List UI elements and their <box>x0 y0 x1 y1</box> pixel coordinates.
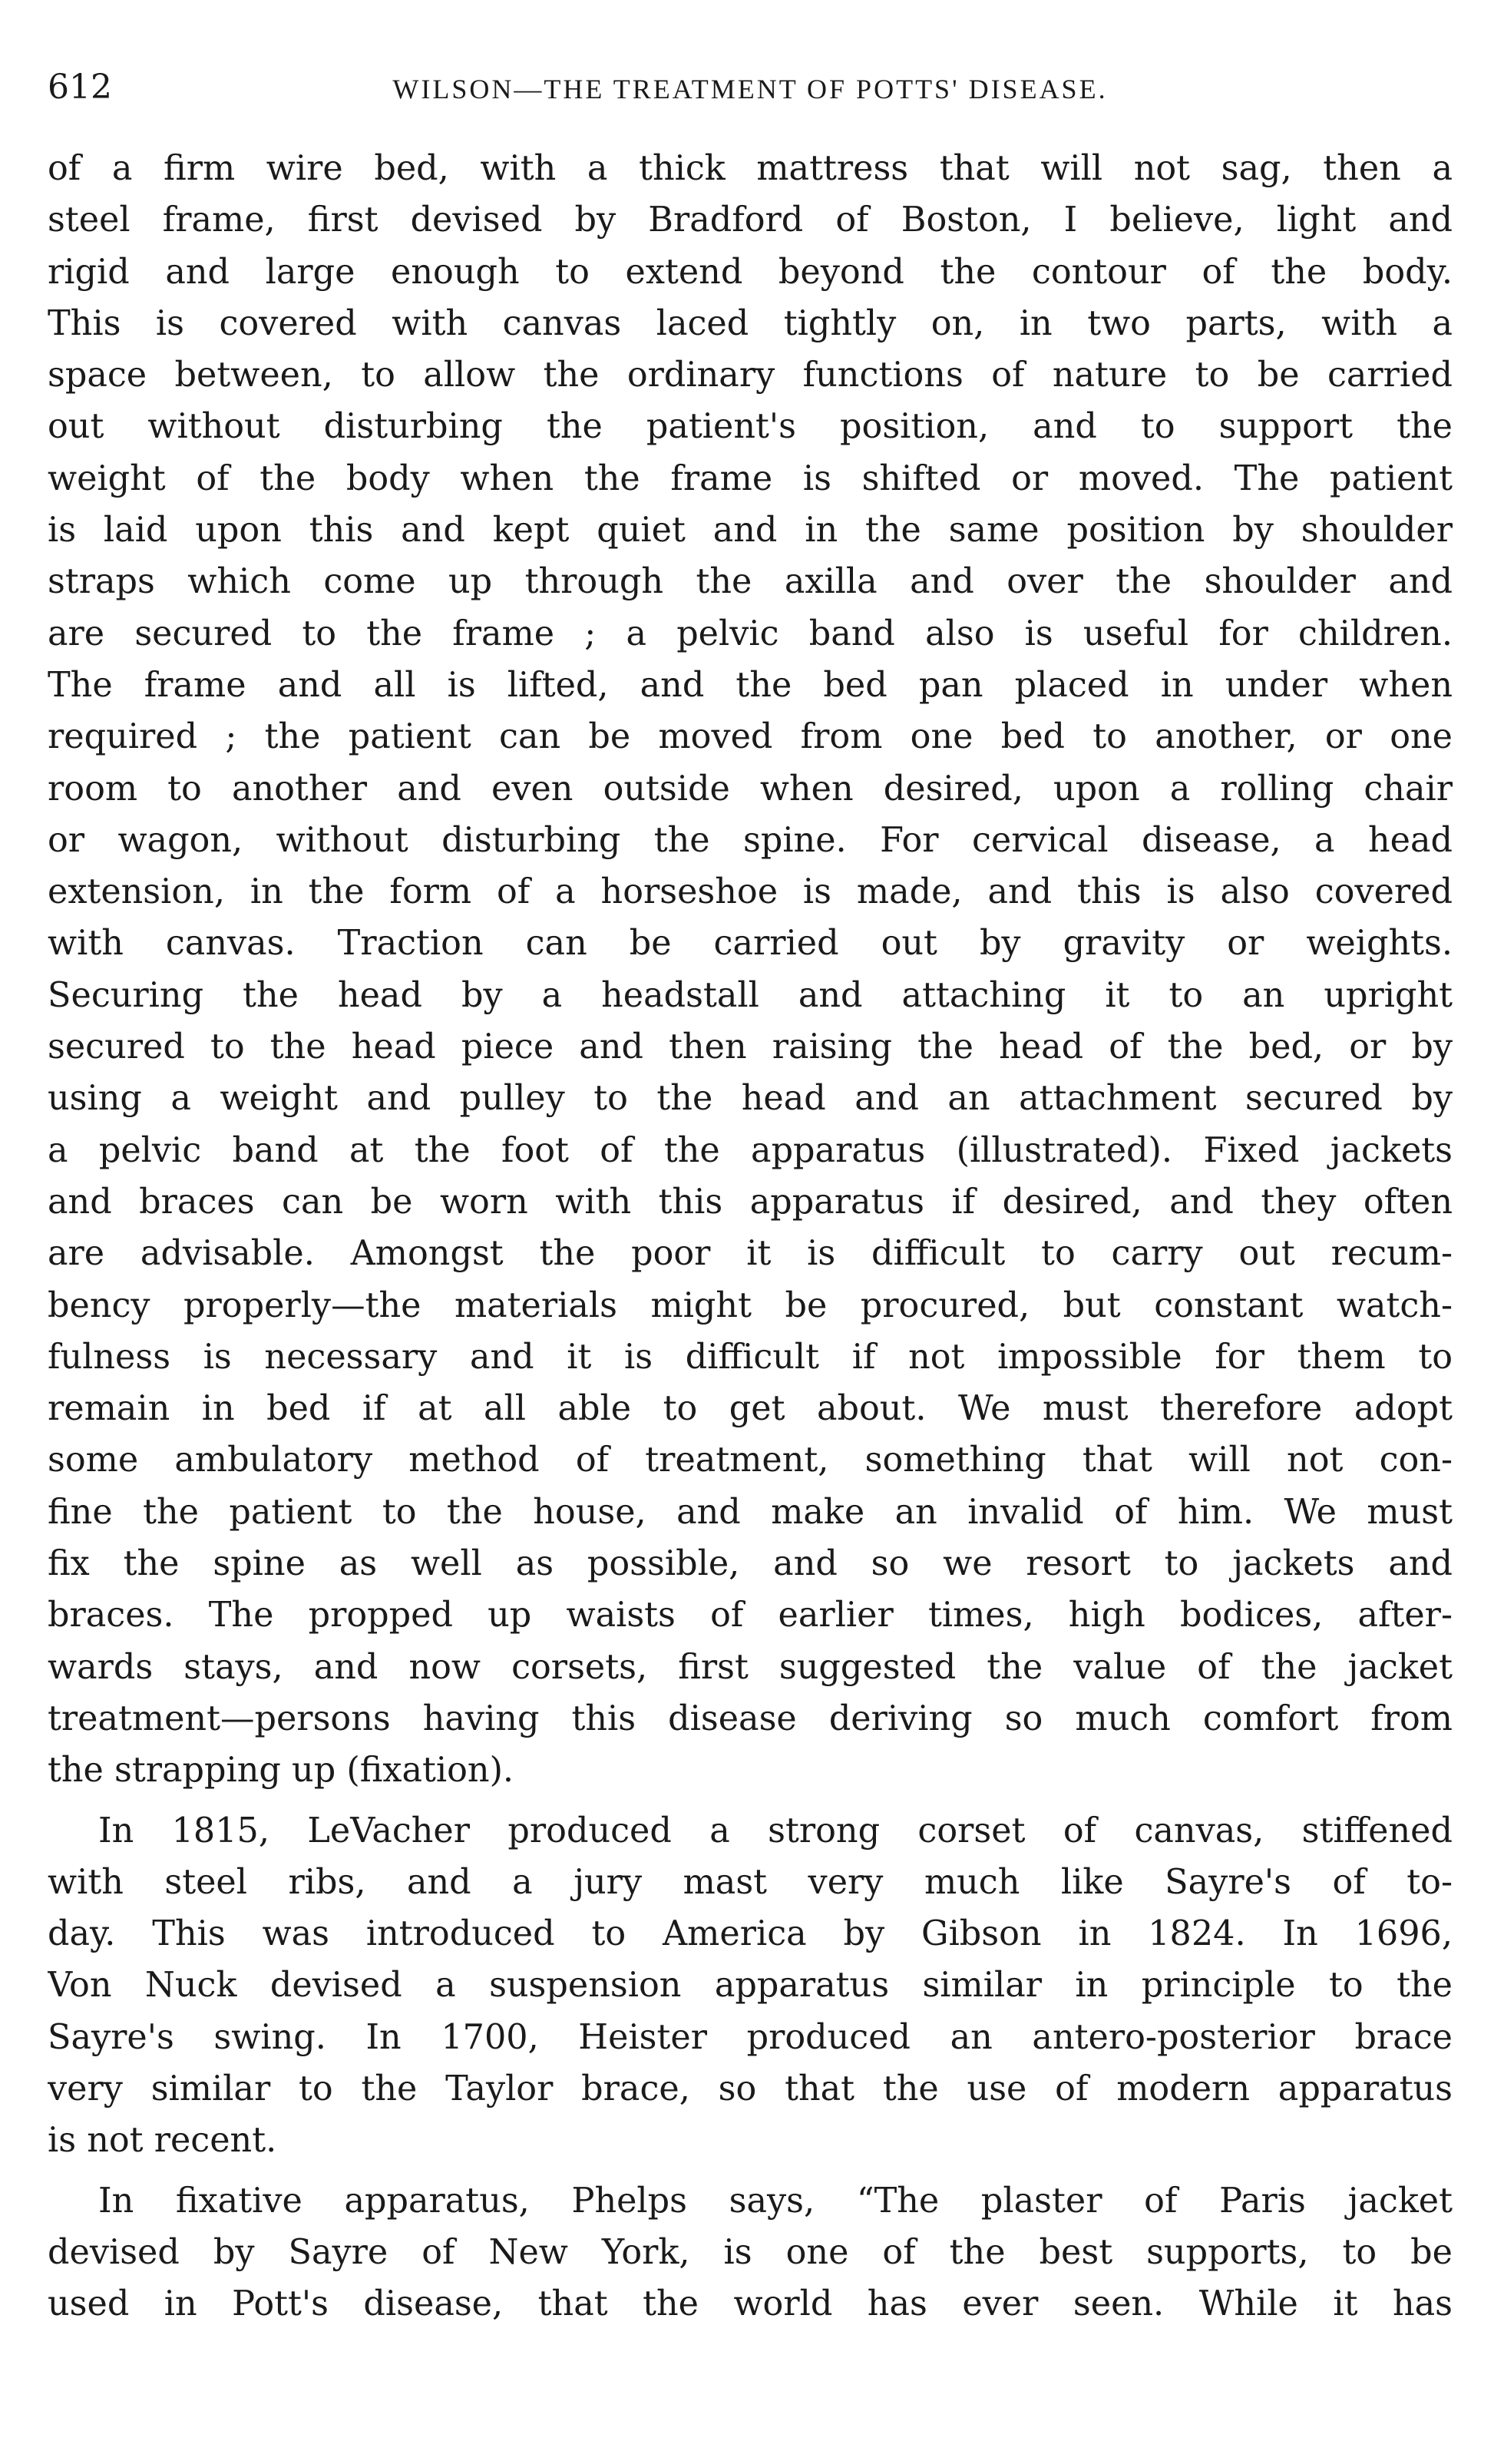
text-line: some ambulatory method of treatment, something that will not con- <box>48 1440 1453 1480</box>
text-line: straps which come up through the axilla and over the shoulder and <box>48 562 1453 602</box>
text-line: fulness is necessary and it is difficult if not impossible for them to <box>48 1337 1453 1377</box>
text-line: devised by Sayre of New York, is one of the best supports, to be <box>48 2232 1453 2272</box>
text-line: or wagon, without disturbing the spine. For cervical disease, a head <box>48 820 1453 860</box>
text-line: with canvas. Traction can be carried out by gravity or weights. <box>48 924 1453 964</box>
text-line: In fixative apparatus, Phelps says, “The plaster of Paris jacket <box>98 2181 1453 2221</box>
text-line: secured to the head piece and then raising the head of the bed, or by <box>48 1027 1453 1067</box>
text-line: The frame and all is lifted, and the bed pan placed in under when <box>48 665 1453 705</box>
text-line: Sayre's swing. In 1700, Heister produced an antero-posterior brace <box>48 2017 1453 2057</box>
text-line: fine the patient to the house, and make an invalid of him. We must <box>48 1492 1453 1532</box>
page-header <box>48 68 1453 123</box>
text-line: Von Nuck devised a suspension apparatus similar in principle to the <box>48 1966 1453 2006</box>
text-line: fix the spine as well as possible, and so we resort to jackets and <box>48 1544 1453 1584</box>
text-line: required ; the patient can be moved from one bed to another, or one <box>48 717 1453 757</box>
text-line: of a firm wire bed, with a thick mattress that will not sag, then a <box>48 149 1453 188</box>
text-line: very similar to the Taylor brace, so that the use of modern apparatus <box>48 2069 1453 2108</box>
text-line: weight of the body when the frame is shifted or moved. The patient <box>48 458 1453 498</box>
text-line: remain in bed if at all able to get about. We must therefore adopt <box>48 1389 1453 1429</box>
body-text <box>48 143 1453 2330</box>
text-line: bency properly—the materials might be procured, but constant watch- <box>48 1285 1453 1325</box>
page-number: 612 <box>48 68 112 107</box>
text-line: a pelvic band at the foot of the apparatus (illustrated). Fixed jackets <box>48 1130 1453 1170</box>
text-line: out without disturbing the patient's position, and to support the <box>48 407 1453 447</box>
paragraph <box>48 143 1453 1797</box>
paragraph-gap <box>48 1797 1453 1805</box>
text-line: and braces can be worn with this apparatus if desired, and they often <box>48 1182 1453 1222</box>
text-line: day. This was introduced to America by Gibson in 1824. In 1696, <box>48 1914 1453 1954</box>
text-line: using a weight and pulley to the head and an attachment secured by <box>48 1079 1453 1119</box>
text-line: In 1815, LeVacher produced a strong corset of canvas, stiffened <box>98 1811 1453 1850</box>
text-line: This is covered with canvas laced tightly on, in two parts, with a <box>48 303 1453 343</box>
text-line: extension, in the form of a horseshoe is made, and this is also covered <box>48 872 1453 912</box>
paragraph <box>48 2175 1453 2330</box>
text-line: is not recent. <box>48 2121 277 2161</box>
text-line: the strapping up (fixation). <box>48 1751 514 1791</box>
text-line: with steel ribs, and a jury mast very much like Sayre's of to- <box>48 1862 1453 1902</box>
text-line: braces. The propped up waists of earlier times, high bodices, after- <box>48 1596 1453 1636</box>
text-line: room to another and even outside when desired, upon a rolling chair <box>48 769 1453 809</box>
text-line: are secured to the frame ; a pelvic band also is useful for children. <box>48 614 1453 653</box>
text-line: steel frame, first devised by Bradford of Boston, I believe, light and <box>48 200 1453 240</box>
text-line: rigid and large enough to extend beyond the contour of the body. <box>48 252 1453 292</box>
text-line: used in Pott's disease, that the world has ever seen. While it has <box>48 2284 1453 2324</box>
text-line: are advisable. Amongst the poor it is difficult to carry out recum- <box>48 1234 1453 1274</box>
text-line: Securing the head by a headstall and attaching it to an upright <box>48 975 1453 1015</box>
text-line: treatment—persons having this disease deriving so much comfort from <box>48 1698 1453 1738</box>
text-line: is laid upon this and kept quiet and in the same position by shoulder <box>48 511 1453 551</box>
document-page <box>48 68 1453 2330</box>
text-line: wards stays, and now corsets, first suggested the value of the jacket <box>48 1647 1453 1687</box>
paragraph-gap <box>48 2167 1453 2175</box>
paragraph <box>48 1805 1453 2167</box>
text-line: space between, to allow the ordinary functions of nature to be carried <box>48 356 1453 395</box>
running-head: WILSON—THE TREATMENT OF POTTS' DISEASE. <box>392 74 1108 104</box>
